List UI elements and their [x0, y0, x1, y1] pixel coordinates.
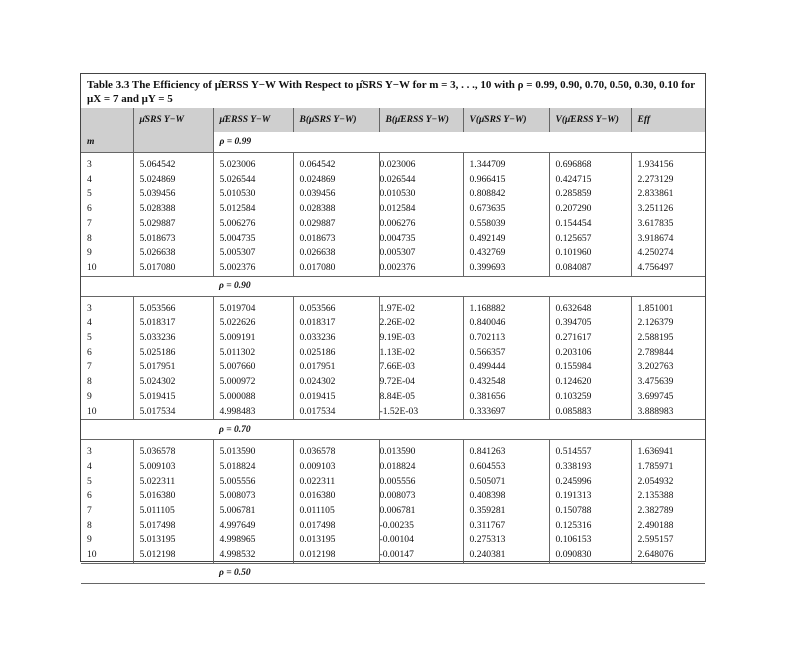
rho-divider-blank	[81, 563, 213, 583]
table-row	[81, 489, 705, 504]
m-cell: 5	[87, 332, 92, 344]
value-cell: 0.207290	[549, 202, 631, 217]
value-cell: 0.604553	[463, 460, 549, 475]
value-cell: 0.155984	[549, 360, 631, 375]
value-cell: 0.009103	[293, 460, 379, 475]
value-cell: 2.588195	[631, 331, 705, 346]
value-cell: 0.002376	[379, 261, 463, 276]
rho-divider-blank	[81, 420, 213, 440]
value-cell: -0.00147	[379, 548, 463, 563]
header-row	[81, 108, 705, 132]
m-cell: 3	[87, 159, 92, 170]
value-cell: 0.012584	[379, 202, 463, 217]
table-row	[81, 187, 705, 202]
value-cell: 0.124620	[549, 375, 631, 390]
m-cell: 10	[87, 549, 97, 561]
value-cell: 0.333697	[463, 405, 549, 420]
value-cell: -0.00235	[379, 519, 463, 534]
value-cell: 0.008073	[379, 489, 463, 504]
value-cell: 2.273129	[631, 173, 705, 188]
value-cell: 1.168882	[463, 296, 549, 316]
table-body	[81, 153, 705, 584]
value-cell: 7.66E-03	[379, 360, 463, 375]
value-cell: 5.008073	[213, 489, 293, 504]
value-cell: 0.039456	[293, 187, 379, 202]
value-cell: 2.382789	[631, 504, 705, 519]
value-cell: 0.029887	[293, 217, 379, 232]
value-cell: 0.022311	[293, 475, 379, 490]
table-row	[81, 519, 705, 534]
value-cell: 0.394705	[549, 316, 631, 331]
value-cell: 5.009191	[213, 331, 293, 346]
rho-label: ρ = 0.70	[213, 420, 705, 440]
table-row	[81, 460, 705, 475]
table-row	[81, 173, 705, 188]
table-caption	[87, 78, 699, 106]
rho-divider-row	[81, 276, 705, 296]
value-cell: 0.311767	[463, 519, 549, 534]
value-cell: 0.492149	[463, 232, 549, 247]
m-cell: 4	[87, 173, 92, 185]
value-cell: 5.013195	[133, 533, 213, 548]
value-cell: 0.013195	[293, 533, 379, 548]
header-cell-var-srs: V(μ̂SRS Y−W)	[463, 108, 549, 132]
table-row	[81, 360, 705, 375]
value-cell: 0.499444	[463, 360, 549, 375]
value-cell: 0.084087	[549, 261, 631, 276]
value-cell: 0.154454	[549, 217, 631, 232]
value-cell: 5.006781	[213, 504, 293, 519]
value-cell: 0.408398	[463, 489, 549, 504]
table-row	[81, 504, 705, 519]
value-cell: 3.202763	[631, 360, 705, 375]
m-cell: 8	[87, 376, 92, 388]
value-cell: 0.432548	[463, 375, 549, 390]
value-cell: 3.888983	[631, 405, 705, 420]
value-cell: 4.998532	[213, 548, 293, 563]
value-cell: 3.475639	[631, 375, 705, 390]
value-cell: 5.010530	[213, 187, 293, 202]
value-cell: -0.00104	[379, 533, 463, 548]
value-cell: 0.285859	[549, 187, 631, 202]
table-row	[81, 375, 705, 390]
value-cell: 0.013590	[379, 440, 463, 460]
rho-label: ρ = 0.50	[213, 563, 705, 583]
value-cell: 5.024869	[133, 173, 213, 188]
value-cell: 5.012198	[133, 548, 213, 563]
value-cell: 0.125657	[549, 232, 631, 247]
value-cell: 5.018824	[213, 460, 293, 475]
value-cell: 4.998483	[213, 405, 293, 420]
value-cell: 0.271617	[549, 331, 631, 346]
value-cell: 3.251126	[631, 202, 705, 217]
header-cell-erss-estimator: μ̂ERSS Y−W	[213, 108, 293, 132]
value-cell: 0.006276	[379, 217, 463, 232]
value-cell: 5.004735	[213, 232, 293, 247]
value-cell: 5.006276	[213, 217, 293, 232]
value-cell: 0.191313	[549, 489, 631, 504]
value-cell: 2.26E-02	[379, 316, 463, 331]
value-cell: 0.018824	[379, 460, 463, 475]
value-cell: 0.125316	[549, 519, 631, 534]
value-cell: 1.851001	[631, 296, 705, 316]
value-cell: 0.018317	[293, 316, 379, 331]
table-row	[81, 153, 705, 173]
table-row	[81, 246, 705, 261]
value-cell: 5.053566	[133, 296, 213, 316]
value-cell: 5.033236	[133, 331, 213, 346]
m-cell: 6	[87, 346, 92, 358]
value-cell: 5.064542	[133, 153, 213, 173]
value-cell: 0.005307	[379, 246, 463, 261]
value-cell: 8.84E-05	[379, 390, 463, 405]
value-cell: 0.558039	[463, 217, 549, 232]
value-cell: 5.026544	[213, 173, 293, 188]
value-cell: 0.275313	[463, 533, 549, 548]
value-cell: 5.025186	[133, 346, 213, 361]
value-cell: 2.648076	[631, 548, 705, 563]
value-cell: 2.054932	[631, 475, 705, 490]
value-cell: 0.841263	[463, 440, 549, 460]
value-cell: 4.250274	[631, 246, 705, 261]
value-cell: 0.023006	[379, 153, 463, 173]
value-cell: 0.106153	[549, 533, 631, 548]
value-cell: 0.006781	[379, 504, 463, 519]
m-cell: 6	[87, 490, 92, 502]
value-cell: 3.918674	[631, 232, 705, 247]
header-cell-eff: Eff	[631, 108, 705, 132]
value-cell: 5.000972	[213, 375, 293, 390]
table-row	[81, 316, 705, 331]
table-row	[81, 261, 705, 276]
table-row	[81, 440, 705, 460]
m-cell: 7	[87, 361, 92, 373]
m-cell: 10	[87, 405, 97, 417]
table-row	[81, 548, 705, 563]
m-cell: 3	[87, 302, 92, 314]
value-cell: 0.632648	[549, 296, 631, 316]
value-cell: 0.018673	[293, 232, 379, 247]
table-row	[81, 202, 705, 217]
value-cell: 5.023006	[213, 153, 293, 173]
value-cell: 0.017498	[293, 519, 379, 534]
value-cell: 0.036578	[293, 440, 379, 460]
value-cell: 9.19E-03	[379, 331, 463, 346]
value-cell: 5.029887	[133, 217, 213, 232]
value-cell: 0.011105	[293, 504, 379, 519]
table-row	[81, 533, 705, 548]
value-cell: 5.019704	[213, 296, 293, 316]
value-cell: 2.595157	[631, 533, 705, 548]
table-row	[81, 296, 705, 316]
value-cell: 4.997649	[213, 519, 293, 534]
value-cell: 5.019415	[133, 390, 213, 405]
table-row	[81, 331, 705, 346]
value-cell: 2.490188	[631, 519, 705, 534]
value-cell: 5.024302	[133, 375, 213, 390]
value-cell: 5.022626	[213, 316, 293, 331]
value-cell: 5.026638	[133, 246, 213, 261]
value-cell: 0.053566	[293, 296, 379, 316]
value-cell: 0.702113	[463, 331, 549, 346]
value-cell: 0.010530	[379, 187, 463, 202]
value-cell: 0.673635	[463, 202, 549, 217]
value-cell: 5.005307	[213, 246, 293, 261]
value-cell: -1.52E-03	[379, 405, 463, 420]
header-cell-var-erss: V(μ̂ERSS Y−W)	[549, 108, 631, 132]
value-cell: 3.617835	[631, 217, 705, 232]
value-cell: 0.808842	[463, 187, 549, 202]
value-cell: 0.064542	[293, 153, 379, 173]
value-cell: 0.514557	[549, 440, 631, 460]
value-cell: 2.126379	[631, 316, 705, 331]
value-cell: 0.101960	[549, 246, 631, 261]
subheader-blank	[133, 132, 213, 153]
value-cell: 0.338193	[549, 460, 631, 475]
caption-line-1: Table 3.3 The Efficiency of μ̂ERSS Y−W With Respect to μ̂SRS Y−W for m = 3, . . ., 10 with ρ = 0.99, 0.90, 0.70, 0.50, 0.30, 0.10 for	[87, 79, 696, 91]
value-cell: 5.036578	[133, 440, 213, 460]
value-cell: 9.72E-04	[379, 375, 463, 390]
m-cell: 3	[87, 446, 92, 458]
value-cell: 2.833861	[631, 187, 705, 202]
value-cell: 0.024302	[293, 375, 379, 390]
value-cell: 3.699745	[631, 390, 705, 405]
value-cell: 5.018317	[133, 316, 213, 331]
value-cell: 5.017498	[133, 519, 213, 534]
value-cell: 0.017080	[293, 261, 379, 276]
rho-divider-row	[81, 563, 705, 583]
value-cell: 0.245996	[549, 475, 631, 490]
m-cell: 6	[87, 203, 92, 215]
value-cell: 0.203106	[549, 346, 631, 361]
efficiency-table	[81, 108, 705, 584]
table-row	[81, 232, 705, 247]
value-cell: 5.028388	[133, 202, 213, 217]
header-cell-bias-erss: B(μ̂ERSS Y−W)	[379, 108, 463, 132]
table-row	[81, 475, 705, 490]
m-cell: 10	[87, 261, 97, 273]
m-cell: 8	[87, 519, 92, 531]
value-cell: 0.004735	[379, 232, 463, 247]
rho-label: ρ = 0.90	[213, 276, 705, 296]
value-cell: 0.017951	[293, 360, 379, 375]
value-cell: 0.005556	[379, 475, 463, 490]
value-cell: 0.085883	[549, 405, 631, 420]
value-cell: 5.013590	[213, 440, 293, 460]
m-cell: 4	[87, 460, 92, 472]
rho-divider-blank	[81, 276, 213, 296]
value-cell: 0.240381	[463, 548, 549, 563]
value-cell: 0.017534	[293, 405, 379, 420]
value-cell: 2.789844	[631, 346, 705, 361]
value-cell: 0.399693	[463, 261, 549, 276]
value-cell: 0.505071	[463, 475, 549, 490]
value-cell: 0.026638	[293, 246, 379, 261]
value-cell: 0.103259	[549, 390, 631, 405]
table-row	[81, 390, 705, 405]
value-cell: 5.022311	[133, 475, 213, 490]
value-cell: 0.033236	[293, 331, 379, 346]
value-cell: 5.017534	[133, 405, 213, 420]
table-row	[81, 217, 705, 232]
m-cell: 8	[87, 232, 92, 244]
m-cell: 7	[87, 505, 92, 517]
value-cell: 5.005556	[213, 475, 293, 490]
value-cell: 5.018673	[133, 232, 213, 247]
value-cell: 0.424715	[549, 173, 631, 188]
value-cell: 4.998965	[213, 533, 293, 548]
value-cell: 1.785971	[631, 460, 705, 475]
header-cell-blank	[81, 108, 133, 132]
value-cell: 5.016380	[133, 489, 213, 504]
table-row	[81, 405, 705, 420]
value-cell: 5.012584	[213, 202, 293, 217]
rho-divider-row	[81, 420, 705, 440]
value-cell: 0.381656	[463, 390, 549, 405]
value-cell: 0.026544	[379, 173, 463, 188]
value-cell: 0.090830	[549, 548, 631, 563]
first-rho-label: ρ = 0.99	[213, 132, 705, 153]
value-cell: 5.011105	[133, 504, 213, 519]
m-cell: 5	[87, 475, 92, 487]
table-row	[81, 346, 705, 361]
value-cell: 1.934156	[631, 153, 705, 173]
value-cell: 0.966415	[463, 173, 549, 188]
value-cell: 2.135388	[631, 489, 705, 504]
value-cell: 0.019415	[293, 390, 379, 405]
value-cell: 0.016380	[293, 489, 379, 504]
value-cell: 5.039456	[133, 187, 213, 202]
header-cell-srs-estimator: μ̂SRS Y−W	[133, 108, 213, 132]
value-cell: 0.840046	[463, 316, 549, 331]
m-cell: 4	[87, 317, 92, 329]
value-cell: 1.344709	[463, 153, 549, 173]
value-cell: 1.97E-02	[379, 296, 463, 316]
value-cell: 4.756497	[631, 261, 705, 276]
subheader-row	[81, 132, 705, 153]
caption-line-2: μX = 7 and μY = 5	[87, 93, 173, 105]
value-cell: 0.566357	[463, 346, 549, 361]
value-cell: 0.028388	[293, 202, 379, 217]
value-cell: 1.636941	[631, 440, 705, 460]
m-label: m	[81, 132, 133, 153]
value-cell: 1.13E-02	[379, 346, 463, 361]
value-cell: 0.432769	[463, 246, 549, 261]
value-cell: 5.017951	[133, 360, 213, 375]
value-cell: 0.696868	[549, 153, 631, 173]
header-cell-bias-srs: B(μ̂SRS Y−W)	[293, 108, 379, 132]
value-cell: 0.025186	[293, 346, 379, 361]
value-cell: 0.024869	[293, 173, 379, 188]
value-cell: 0.359281	[463, 504, 549, 519]
m-cell: 7	[87, 217, 92, 229]
value-cell: 5.007660	[213, 360, 293, 375]
value-cell: 5.011302	[213, 346, 293, 361]
m-cell: 5	[87, 188, 92, 200]
value-cell: 0.150788	[549, 504, 631, 519]
table-frame	[80, 73, 706, 579]
value-cell: 5.000088	[213, 390, 293, 405]
value-cell: 5.009103	[133, 460, 213, 475]
value-cell: 5.002376	[213, 261, 293, 276]
m-cell: 9	[87, 390, 92, 402]
m-cell: 9	[87, 247, 92, 259]
value-cell: 5.017080	[133, 261, 213, 276]
m-cell: 9	[87, 534, 92, 546]
value-cell: 0.012198	[293, 548, 379, 563]
